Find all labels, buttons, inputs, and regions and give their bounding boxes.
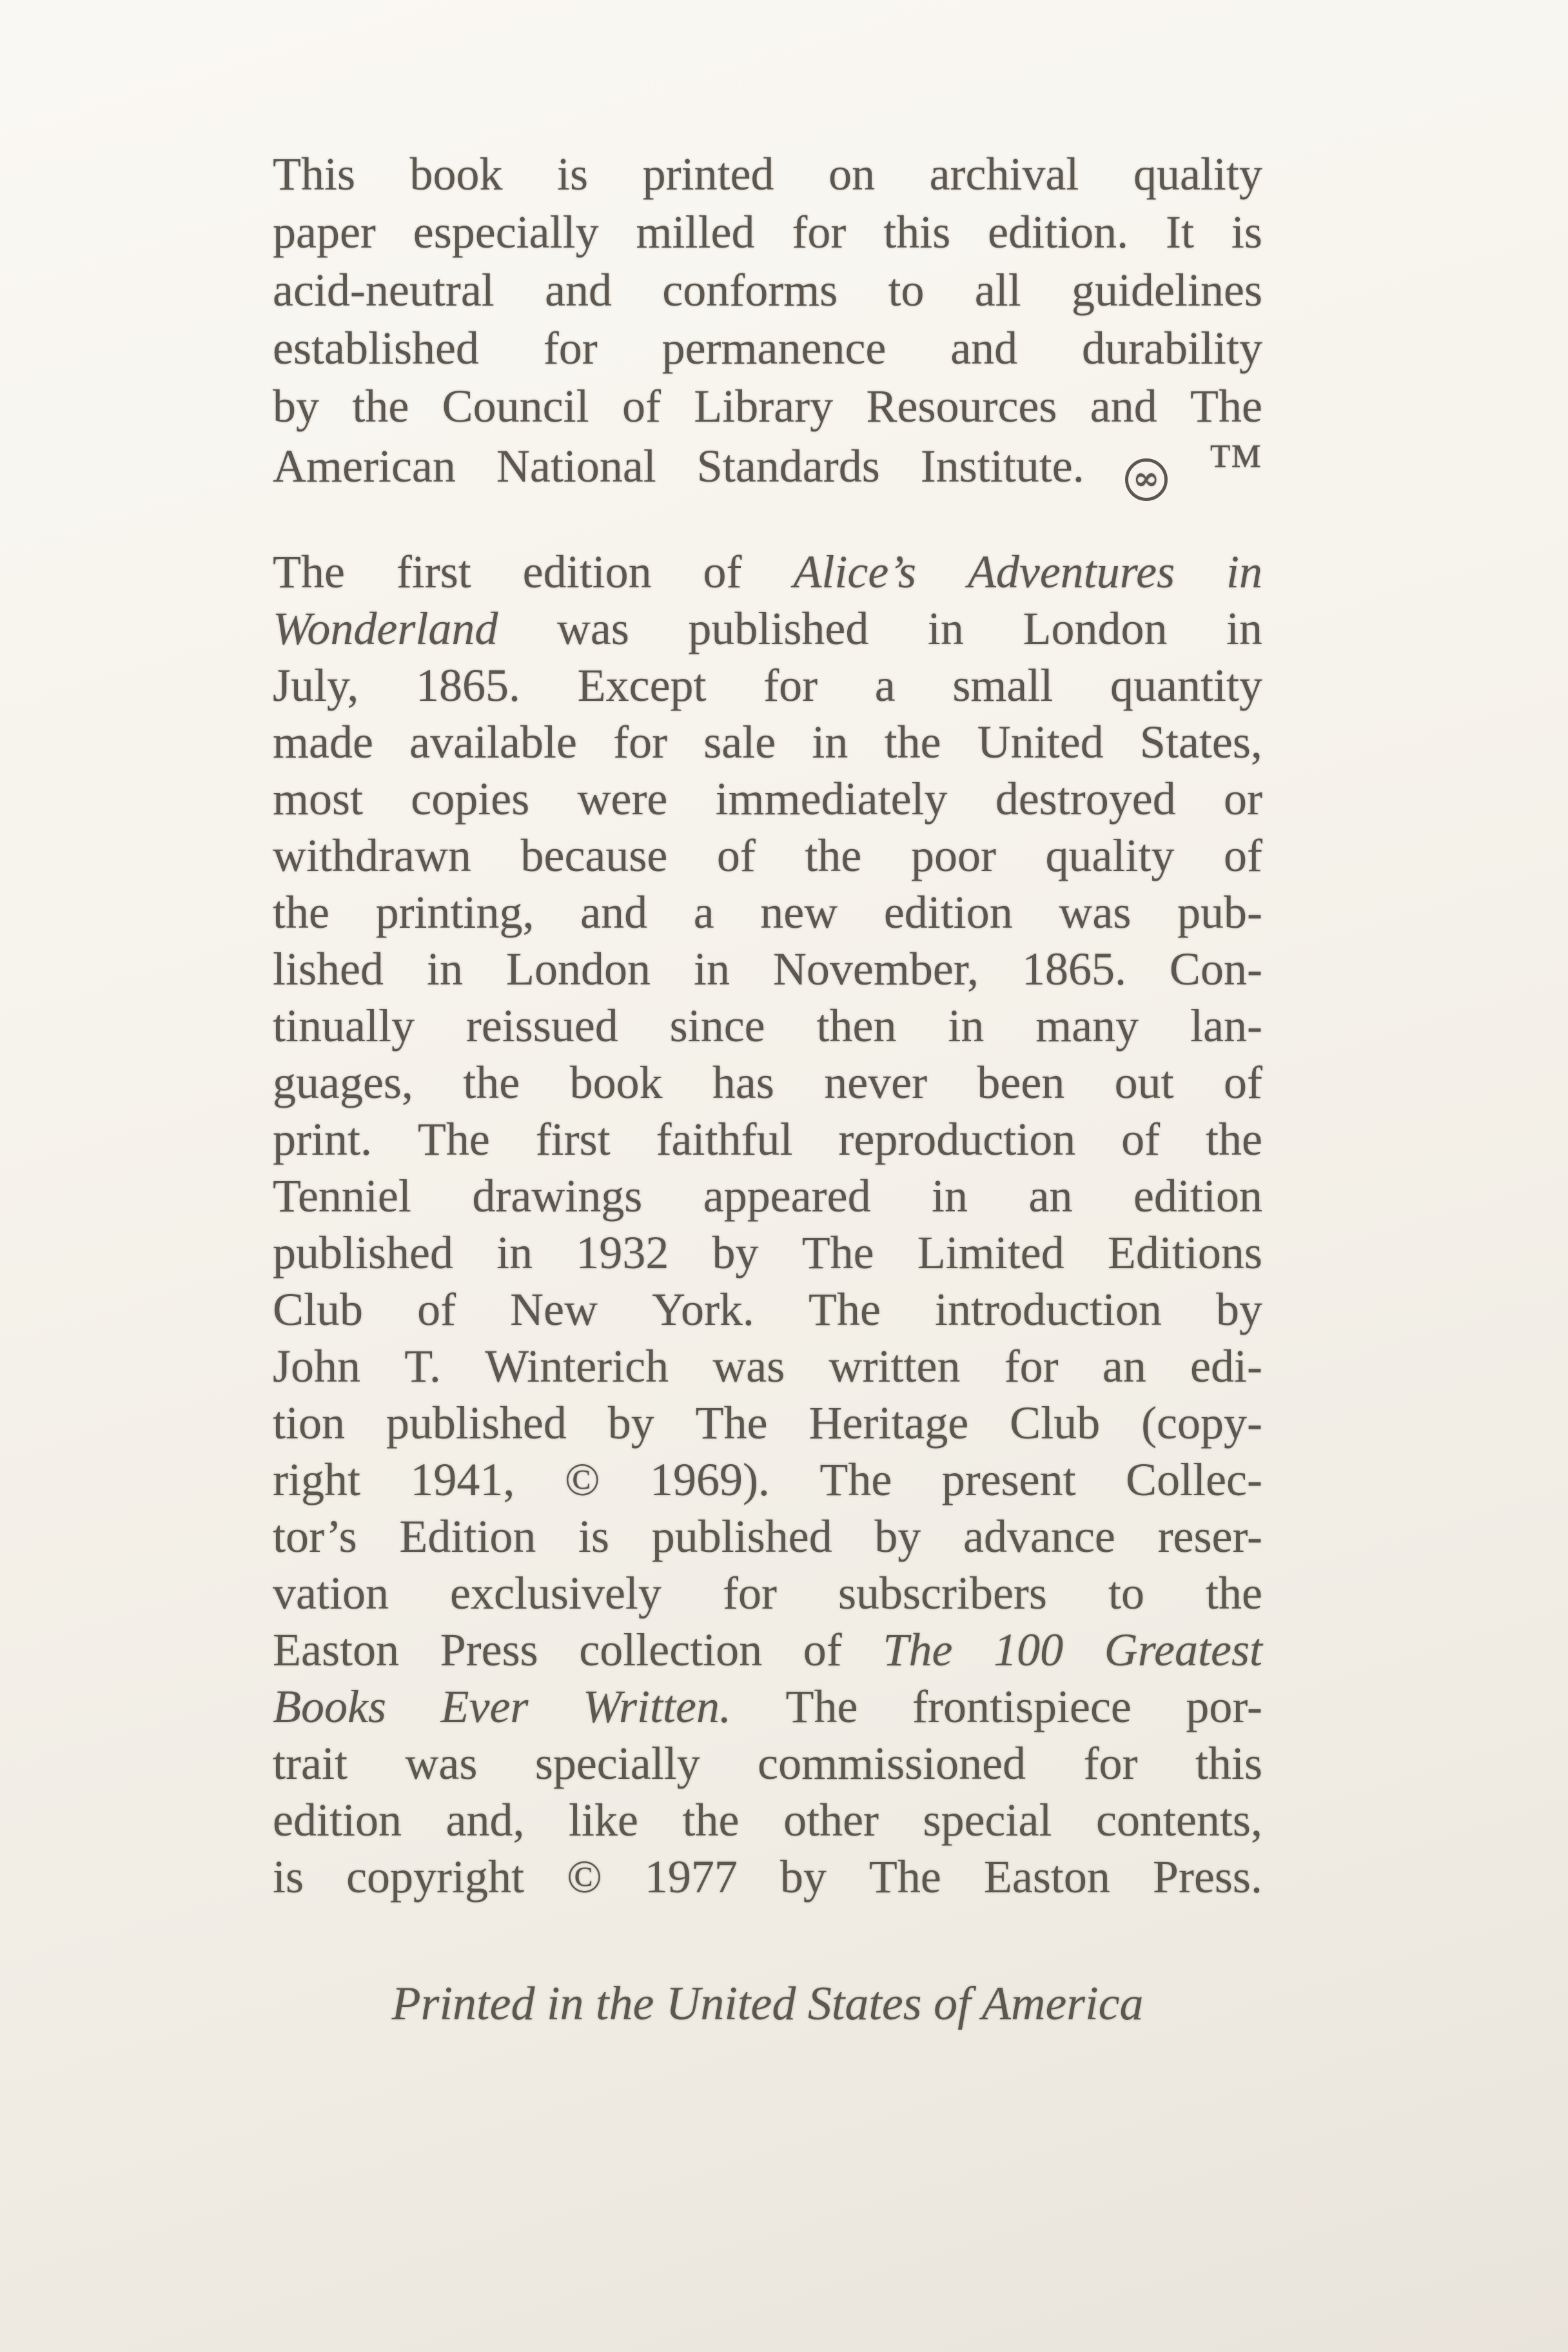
word: 1932 bbox=[576, 1227, 669, 1279]
word: T. bbox=[404, 1340, 441, 1392]
word: sale bbox=[703, 716, 776, 768]
text-line bbox=[273, 827, 1262, 884]
word: an bbox=[1102, 1340, 1146, 1392]
word: Standards bbox=[696, 440, 880, 492]
word: like bbox=[569, 1794, 638, 1846]
word: the bbox=[884, 716, 941, 768]
word: for bbox=[613, 716, 668, 768]
word: por- bbox=[1186, 1681, 1262, 1732]
word: to bbox=[1108, 1567, 1144, 1619]
word: Collec- bbox=[1126, 1454, 1262, 1505]
text-line bbox=[273, 1735, 1262, 1792]
word: Alice’s bbox=[793, 546, 916, 598]
word: York. bbox=[652, 1284, 754, 1335]
word: Press. bbox=[1152, 1851, 1262, 1903]
word: the bbox=[463, 1057, 520, 1108]
text-line bbox=[273, 1622, 1262, 1678]
word: in bbox=[932, 1170, 968, 1222]
word: published bbox=[651, 1511, 832, 1562]
text-line bbox=[273, 1281, 1262, 1338]
word: in bbox=[812, 716, 848, 768]
word: for bbox=[763, 660, 818, 711]
word: trait bbox=[273, 1738, 348, 1789]
word: print. bbox=[273, 1113, 372, 1165]
word: specially bbox=[534, 1738, 700, 1789]
word: guidelines bbox=[1072, 264, 1262, 316]
word: edition bbox=[1133, 1170, 1262, 1222]
word: most bbox=[273, 773, 364, 825]
word: quality bbox=[1133, 148, 1262, 200]
word: was bbox=[1059, 887, 1132, 938]
word: appeared bbox=[703, 1170, 871, 1222]
text-line bbox=[273, 1451, 1262, 1508]
paragraph-paper-notice bbox=[273, 145, 1262, 497]
word: in bbox=[927, 603, 964, 654]
word: July, bbox=[273, 660, 359, 711]
word: by bbox=[1216, 1284, 1262, 1335]
word: many bbox=[1035, 1000, 1139, 1052]
word: 1969). bbox=[649, 1454, 770, 1505]
word: the bbox=[805, 830, 862, 881]
word: frontispiece bbox=[912, 1681, 1132, 1732]
word: established bbox=[273, 322, 479, 374]
word: by bbox=[874, 1511, 921, 1562]
word: printing, bbox=[375, 887, 534, 938]
word: published bbox=[273, 1227, 453, 1279]
word: on bbox=[828, 148, 876, 200]
word: Winterich bbox=[485, 1340, 669, 1392]
word: The bbox=[801, 1227, 874, 1279]
word: immediately bbox=[715, 773, 948, 825]
text-line bbox=[273, 770, 1262, 827]
word: in bbox=[1226, 546, 1262, 598]
word: for bbox=[1004, 1340, 1059, 1392]
word: is bbox=[578, 1511, 610, 1562]
word: lan- bbox=[1190, 1000, 1262, 1052]
word: The bbox=[868, 1851, 941, 1903]
word: 1941, bbox=[410, 1454, 515, 1505]
word: The bbox=[1190, 380, 1262, 432]
text-line bbox=[273, 203, 1262, 261]
word: The bbox=[819, 1454, 892, 1505]
word: lished bbox=[273, 943, 384, 995]
word: The bbox=[883, 1624, 953, 1676]
printed-in-line: Printed in the United States of America bbox=[391, 1977, 1144, 2030]
text-line bbox=[273, 1508, 1262, 1565]
word: has bbox=[712, 1057, 774, 1108]
word: acid-neutral bbox=[273, 264, 495, 316]
word: exclusively bbox=[450, 1567, 662, 1619]
word: by bbox=[712, 1227, 759, 1279]
colophon-text bbox=[273, 145, 1262, 2033]
word: a bbox=[874, 660, 896, 711]
word: copyright bbox=[346, 1851, 525, 1903]
word: reproduction bbox=[838, 1113, 1076, 1165]
text-line bbox=[273, 884, 1262, 941]
word: The bbox=[273, 546, 345, 598]
permanent-paper-icon: ∞ bbox=[1125, 458, 1168, 501]
word: Heritage bbox=[808, 1397, 969, 1449]
word: in bbox=[693, 943, 730, 995]
word: Institute. bbox=[920, 440, 1084, 492]
word: in bbox=[948, 1000, 985, 1052]
word: Edition bbox=[399, 1511, 536, 1562]
word: new bbox=[760, 887, 838, 938]
word: Ever bbox=[440, 1681, 529, 1732]
text-line bbox=[273, 657, 1262, 714]
word: National bbox=[496, 440, 656, 492]
word: 1865. bbox=[416, 660, 520, 711]
word: London bbox=[505, 943, 651, 995]
text-line bbox=[273, 319, 1262, 377]
text-line bbox=[273, 1848, 1262, 1905]
word: tion bbox=[273, 1397, 346, 1449]
word: all bbox=[974, 264, 1021, 316]
word: the bbox=[682, 1794, 740, 1846]
word: Written. bbox=[582, 1681, 731, 1732]
word: Wonderland bbox=[273, 603, 498, 654]
word: and, bbox=[446, 1794, 525, 1846]
word: edition. bbox=[988, 206, 1129, 258]
word: is bbox=[557, 148, 589, 200]
word: It bbox=[1166, 206, 1195, 258]
colophon-paragraphs bbox=[273, 145, 1262, 1905]
word: Press bbox=[440, 1624, 538, 1676]
word: of bbox=[1224, 1057, 1262, 1108]
word: Easton bbox=[983, 1851, 1110, 1903]
word: 1865. bbox=[1021, 943, 1126, 995]
word: were bbox=[577, 773, 668, 825]
word: United bbox=[977, 716, 1104, 768]
word: The bbox=[808, 1284, 881, 1335]
word: especially bbox=[413, 206, 599, 258]
word: pub- bbox=[1177, 887, 1262, 938]
text-line bbox=[273, 1111, 1262, 1168]
word: Books bbox=[273, 1681, 386, 1732]
word: advance bbox=[963, 1511, 1115, 1562]
word: edi- bbox=[1190, 1340, 1262, 1392]
word: an bbox=[1028, 1170, 1073, 1222]
word: for bbox=[543, 322, 598, 374]
word: since bbox=[669, 1000, 765, 1052]
word: © bbox=[567, 1851, 602, 1903]
word: then bbox=[816, 1000, 897, 1052]
word: or bbox=[1224, 773, 1262, 825]
word: made bbox=[273, 716, 373, 768]
text-line bbox=[273, 377, 1262, 435]
word: never bbox=[824, 1057, 928, 1108]
word: and bbox=[1090, 380, 1157, 432]
word: American bbox=[273, 440, 456, 492]
word: of bbox=[803, 1624, 842, 1676]
word: this bbox=[1195, 1738, 1262, 1789]
word: Tenniel bbox=[273, 1170, 411, 1222]
word: Limited bbox=[917, 1227, 1064, 1279]
word: was bbox=[556, 603, 629, 654]
word: is bbox=[273, 1851, 304, 1903]
word: of bbox=[1223, 830, 1262, 881]
word: special bbox=[923, 1794, 1052, 1846]
text-line bbox=[273, 997, 1262, 1054]
text-line bbox=[273, 1395, 1262, 1451]
word: the bbox=[1206, 1567, 1262, 1619]
word: written bbox=[828, 1340, 961, 1392]
word: copies bbox=[411, 773, 530, 825]
word: published bbox=[688, 603, 869, 654]
word: for bbox=[722, 1567, 777, 1619]
text-line bbox=[273, 544, 1262, 600]
word: been bbox=[977, 1057, 1065, 1108]
word: and bbox=[950, 322, 1018, 374]
word: to bbox=[888, 264, 925, 316]
word: quantity bbox=[1110, 660, 1262, 711]
word: reser- bbox=[1157, 1511, 1262, 1562]
word: permanence bbox=[662, 322, 887, 374]
word: for bbox=[792, 206, 847, 258]
word: States, bbox=[1139, 716, 1262, 768]
word: first bbox=[396, 546, 471, 598]
text-line bbox=[273, 1565, 1262, 1622]
word: Easton bbox=[273, 1624, 399, 1676]
word: introduction bbox=[934, 1284, 1162, 1335]
word: Resources bbox=[866, 380, 1057, 432]
word: milled bbox=[636, 206, 755, 258]
word: by bbox=[607, 1397, 654, 1449]
word: small bbox=[952, 660, 1054, 711]
word: (copy- bbox=[1141, 1397, 1262, 1449]
word: the bbox=[273, 887, 329, 938]
word: This bbox=[273, 148, 356, 200]
word: London bbox=[1023, 603, 1168, 654]
text-line bbox=[273, 145, 1262, 203]
word: collection bbox=[579, 1624, 763, 1676]
word: edition bbox=[273, 1794, 402, 1846]
text-line bbox=[273, 261, 1262, 319]
word: Con- bbox=[1169, 943, 1262, 995]
text-line bbox=[273, 1224, 1262, 1281]
word: was bbox=[405, 1738, 478, 1789]
word: right bbox=[273, 1454, 360, 1505]
word: this bbox=[883, 206, 951, 258]
word: durability bbox=[1082, 322, 1262, 374]
word: in bbox=[426, 943, 463, 995]
word: archival bbox=[929, 148, 1079, 200]
text-line bbox=[273, 1168, 1262, 1224]
word: The bbox=[785, 1681, 858, 1732]
word: Club bbox=[273, 1284, 364, 1335]
word: book bbox=[409, 148, 503, 200]
text-line bbox=[273, 1054, 1262, 1111]
word: vation bbox=[273, 1567, 389, 1619]
word: poor bbox=[910, 830, 996, 881]
word: Club bbox=[1010, 1397, 1101, 1449]
word: a bbox=[693, 887, 714, 938]
word: paper bbox=[273, 206, 376, 258]
word: drawings bbox=[472, 1170, 643, 1222]
text-line bbox=[273, 1792, 1262, 1848]
word: available bbox=[409, 716, 577, 768]
word: Library bbox=[694, 380, 834, 432]
word: New bbox=[510, 1284, 598, 1335]
word: by bbox=[779, 1851, 827, 1903]
word: quality bbox=[1045, 830, 1175, 881]
word: The bbox=[695, 1397, 768, 1449]
word: of bbox=[716, 830, 756, 881]
word: Editions bbox=[1107, 1227, 1262, 1279]
word: by bbox=[273, 380, 319, 432]
word: out bbox=[1114, 1057, 1174, 1108]
word: is bbox=[1231, 206, 1262, 258]
word: © bbox=[564, 1454, 600, 1505]
word: present bbox=[941, 1454, 1076, 1505]
word: reissued bbox=[466, 1000, 618, 1052]
word: 100 bbox=[994, 1624, 1064, 1676]
word: edition bbox=[522, 546, 652, 598]
word: Except bbox=[577, 660, 707, 711]
word: for bbox=[1083, 1738, 1138, 1789]
word: John bbox=[273, 1340, 361, 1392]
text-line bbox=[273, 432, 1262, 497]
text-line bbox=[273, 941, 1262, 997]
word: because bbox=[520, 830, 668, 881]
word: printed bbox=[642, 148, 774, 200]
text-line bbox=[273, 714, 1262, 770]
word: Adventures bbox=[967, 546, 1175, 598]
text-line bbox=[273, 600, 1262, 657]
word: first bbox=[535, 1113, 611, 1165]
word: in bbox=[1226, 603, 1262, 654]
word: and bbox=[545, 264, 612, 316]
word: faithful bbox=[656, 1113, 793, 1165]
word: the bbox=[1206, 1113, 1262, 1165]
word: 1977 bbox=[644, 1851, 738, 1903]
word: contents, bbox=[1096, 1794, 1262, 1846]
word: of bbox=[622, 380, 661, 432]
word: in bbox=[496, 1227, 533, 1279]
word: The bbox=[417, 1113, 490, 1165]
word: conforms bbox=[662, 264, 838, 316]
word: Greatest bbox=[1104, 1624, 1262, 1676]
word: November, bbox=[772, 943, 979, 995]
trademark-symbol: ™ bbox=[1208, 432, 1262, 494]
word: destroyed bbox=[995, 773, 1176, 825]
word: other bbox=[783, 1794, 879, 1846]
text-line bbox=[273, 1678, 1262, 1735]
word: of bbox=[703, 546, 742, 598]
word: and bbox=[580, 887, 648, 938]
word: book bbox=[569, 1057, 663, 1108]
word: withdrawn bbox=[273, 830, 471, 881]
word: commissioned bbox=[758, 1738, 1026, 1789]
word: of bbox=[417, 1284, 456, 1335]
word: guages, bbox=[273, 1057, 413, 1108]
word: of bbox=[1121, 1113, 1161, 1165]
word: published bbox=[386, 1397, 567, 1449]
word: subscribers bbox=[838, 1567, 1047, 1619]
word: was bbox=[712, 1340, 785, 1392]
word: tinually bbox=[273, 1000, 415, 1052]
word: Council bbox=[442, 380, 589, 432]
text-line bbox=[273, 1338, 1262, 1395]
word: edition bbox=[883, 887, 1013, 938]
paragraph-edition-history bbox=[273, 544, 1262, 1905]
word: the bbox=[352, 380, 409, 432]
word: tor’s bbox=[273, 1511, 357, 1562]
